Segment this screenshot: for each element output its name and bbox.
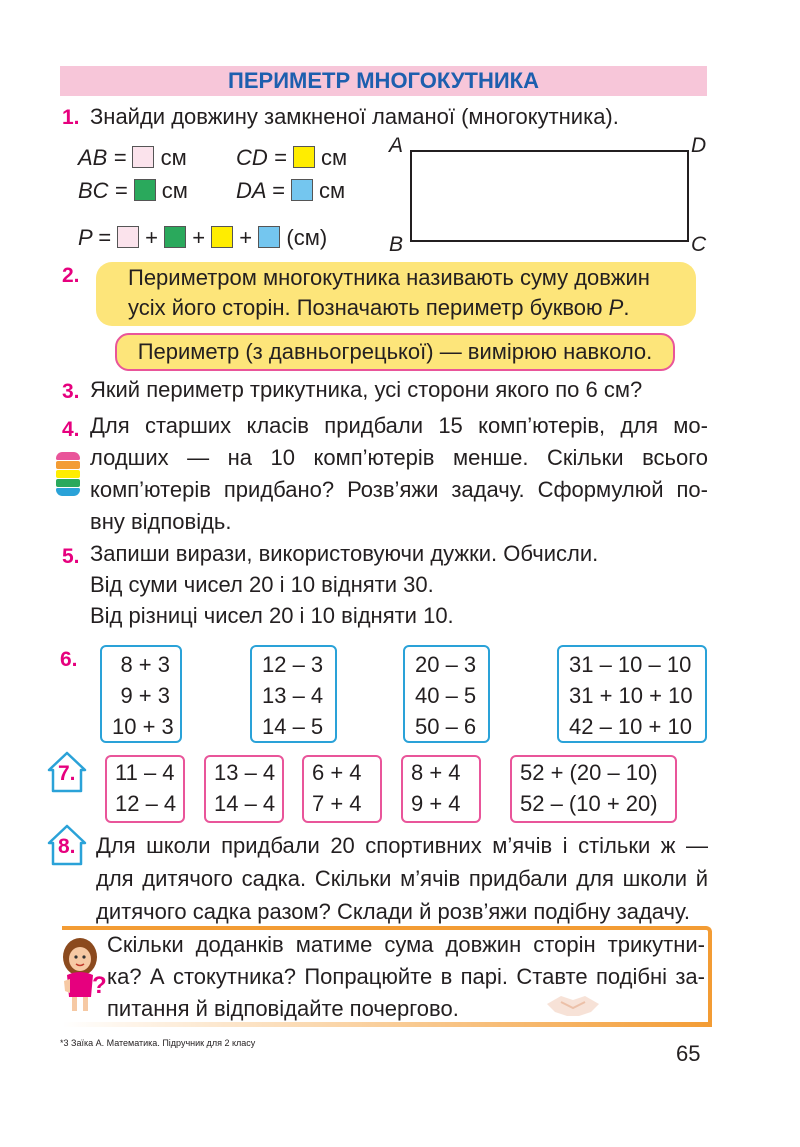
svg-text:?: ?: [92, 972, 107, 999]
expression-group: 31 – 10 – 10 31 + 10 + 10 42 – 10 + 10: [557, 645, 707, 743]
definition-line-2: усіх його сторін. Позначають периметр буквою P.: [128, 295, 630, 320]
expression-group: 12 – 3 13 – 4 14 – 5: [250, 645, 337, 743]
footer-note: *3 Заїка А. Математика. Підручник для 2 класу: [60, 1038, 256, 1048]
task1-text: Знайди довжину замкненої ламаної (многокутника).: [90, 104, 619, 129]
answer-box: [293, 146, 315, 168]
task-number-6: 6.: [60, 648, 78, 671]
rectangle-abcd: [410, 150, 689, 242]
expression-group: 20 – 3 40 – 5 50 – 6: [403, 645, 490, 743]
vertex-d: D: [691, 134, 707, 157]
task3-text: Який периметр трикутника, усі сторони якого по 6 см?: [90, 377, 643, 402]
answer-box: [291, 179, 313, 201]
handshake-icon: [545, 990, 601, 1020]
eq-cd: CD = см: [236, 145, 348, 170]
expression-group: 6 + 4 7 + 4: [302, 755, 382, 823]
definition-box: [96, 262, 696, 326]
page-title: ПЕРИМЕТР МНОГОКУТНИКА: [228, 68, 539, 93]
task4-text: Для старших класів придбали 15 комп’ютерів, для мо- лодших — на 10 комп’ютерів менше. Скільки всього комп’ютерів придбано? Розв’яжи задачу. Сформулюй по- вну відповідь.: [90, 413, 708, 534]
eq-ab: AB = см: [78, 145, 187, 170]
task-number-5: 5.: [62, 545, 80, 568]
expression-group: 52 + (20 – 10) 52 – (10 + 20): [510, 755, 677, 823]
expression-group: 11 – 4 12 – 4: [105, 755, 185, 823]
task-number-3: 3.: [62, 380, 80, 403]
task-number-1: 1.: [62, 106, 80, 129]
answer-box: [211, 226, 233, 248]
task-number-2: 2.: [62, 264, 80, 287]
definition-line-1: Периметром многокутника називають суму довжин: [128, 265, 650, 290]
etymology-note: Периметр (з давньогрецької) — вимірюю навколо.: [115, 333, 675, 371]
vertex-c: C: [691, 233, 707, 256]
answer-box: [164, 226, 186, 248]
task-number-8: 8.: [58, 835, 76, 858]
color-stack-icon: [56, 452, 80, 496]
answer-box: [132, 146, 154, 168]
page-number: 65: [676, 1041, 701, 1066]
girl-mascot-icon: [58, 935, 107, 1015]
task-number-4: 4.: [62, 418, 80, 441]
eq-perimeter: P = + + + (см): [78, 225, 328, 250]
task-number-7: 7.: [58, 762, 76, 785]
answer-box: [258, 226, 280, 248]
answer-box: [134, 179, 156, 201]
vertex-a: A: [389, 134, 404, 157]
eq-bc: BC = см: [78, 178, 188, 203]
expression-group: 8 + 3 9 + 3 10 + 3: [100, 645, 182, 743]
answer-box: [117, 226, 139, 248]
expression-group: 8 + 4 9 + 4: [401, 755, 481, 823]
expression-group: 13 – 4 14 – 4: [204, 755, 284, 823]
vertex-b: B: [389, 233, 404, 256]
task8-text: Для школи придбали 20 спортивних м’ячів і стільки ж — для дитячого садка. Скільки м’ячів придбали для школи й дитячого садка разом? Склади й розв’яжи подібну задачу.: [96, 833, 708, 924]
eq-da: DA = см: [236, 178, 346, 203]
task5-text: Запиши вирази, використовуючи дужки. Обчисли. Від суми чисел 20 і 10 відняти 30. Від різниці чисел 20 і 10 відняти 10.: [90, 541, 599, 628]
pair-work-text: Скільки доданків матиме сума довжин сторін трикутни- ка? А стокутника? Попрацюйте в парі. Ставте подібні за- питання й відповідайте почергово.: [107, 932, 705, 1021]
